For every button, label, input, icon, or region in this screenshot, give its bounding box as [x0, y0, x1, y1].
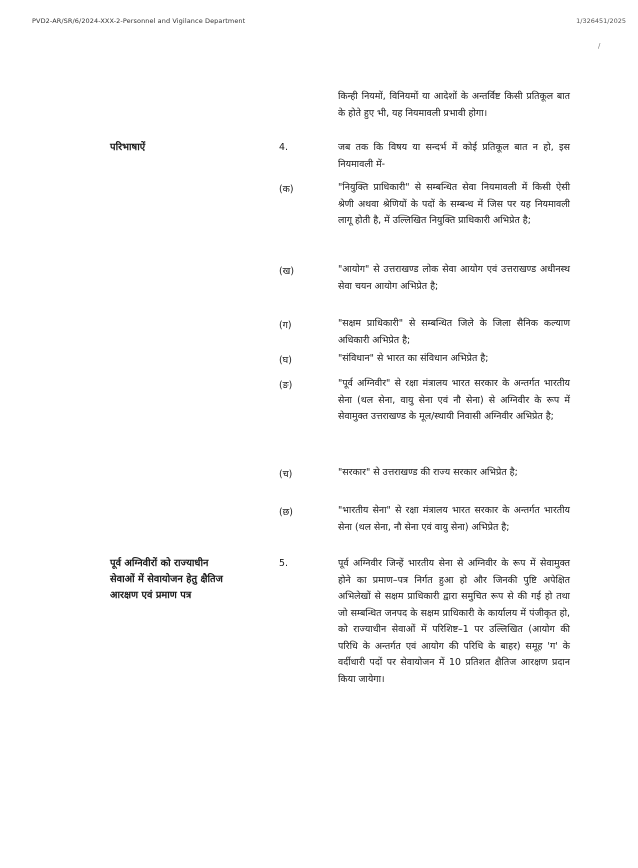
intro-paragraph: किन्ही नियमों, विनियमों या आदेशों के अन्तर्विष्ट किसी प्रतिकूल बात के होते हुए भी, यह नियमावली प्रभावी होगा।	[338, 91, 570, 119]
margin-mark: /	[598, 42, 601, 50]
clause-kha-label: (ख)	[279, 266, 294, 277]
clause-gha-label: (घ)	[279, 355, 292, 366]
clause-chha-text: "भारतीय सेना" से रक्षा मंत्रालय भारत सरकार के अन्तर्गत भारतीय सेना (थल सेना, नौ सेना एवं वायु सेना) अभिप्रेत है;	[338, 505, 570, 533]
definitions-heading: परिभाषाऐं	[110, 142, 146, 153]
section-5-heading: पूर्व अग्निवीरों को राज्याधीन सेवाओं में सेवायोजन हेतु क्षैतिज आरक्षण एवं प्रमाण पत्र	[110, 558, 223, 601]
clause-cha-text: "सरकार" से उत्तराखण्ड की राज्य सरकार अभिप्रेत है;	[338, 467, 518, 478]
clause-kha-text: "आयोग" से उत्तराखण्ड लोक सेवा आयोग एवं उत्तराखण्ड अधीनस्थ सेवा चयन आयोग अभिप्रेत है;	[338, 264, 570, 292]
section-5-text: पूर्व अग्निवीर जिन्हें भारतीय सेना से अग्निवीर के रूप में सेवामुक्त होने का प्रमाण–पत्र निर्गत हुआ हो और जिनकी पुष्टि अपेक्षित अभिलेखों से सक्षम प्राधिकारी द्वारा समुचित रूप से की गई हो तथा जो सम्बन्धित जनपद के सक्षम प्राधिकारी के कार्यालय में पंजीकृत हो, को राज्याधीन सेवाओं में परिशिष्ट–1 पर उल्लिखित (आयोग की परिधि के अन्तर्गत एवं आयोग की परिधि के बाहर) समूह 'ग' के वर्दीधारी पदों पर सेवायोजन में 10 प्रतिशत क्षैतिज आरक्षण प्रदान किया जायेगा।	[338, 558, 570, 685]
clause-gha-text: "संविधान" से भारत का संविधान अभिप्रेत है;	[338, 353, 489, 364]
section-4-number: 4.	[279, 142, 288, 153]
clause-chha-label: (छ)	[279, 507, 293, 518]
clause-ka-label: (क)	[279, 184, 294, 195]
clause-cha-label: (च)	[279, 469, 293, 480]
clause-ga-label: (ग)	[279, 320, 292, 331]
clause-ga-text: "सक्षम प्राधिकारी" से सम्बन्धित जिले के जिला सैनिक कल्याण अधिकारी अभिप्रेत है;	[338, 318, 570, 346]
section-5-number: 5.	[279, 558, 288, 569]
clause-nga-text: "पूर्व अग्निवीर" से रक्षा मंत्रालय भारत सरकार के अन्तर्गत भारतीय सेना (थल सेना, वायु सेना एवं नौ सेना) से अग्निवीर के रूप में सेवामुक्त उत्तराखण्ड के मूल/स्थायी निवासी अग्निवीर अभिप्रेत है;	[338, 378, 570, 422]
file-reference: PVD2-AR/SR/6/2024-XXX-2-Personnel and Vigilance Department	[32, 17, 246, 25]
clause-nga-label: (ङ)	[279, 380, 293, 391]
clause-ka-text: "नियुक्ति प्राधिकारी" से सम्बन्धित सेवा नियमावली में किसी ऐसी श्रेणी अथवा श्रेणियों के पदों के सम्बन्ध में जिस पर यह नियमावली लागू होती है, में उल्लिखित नियुक्ति प्राधिकारी अभिप्रेत है;	[338, 182, 570, 226]
section-4-text: जब तक कि विषय या सन्दर्भ में कोई प्रतिकूल बात न हो, इस नियमावली में-	[338, 142, 570, 170]
document-number: 1/326451/2025	[576, 17, 626, 25]
